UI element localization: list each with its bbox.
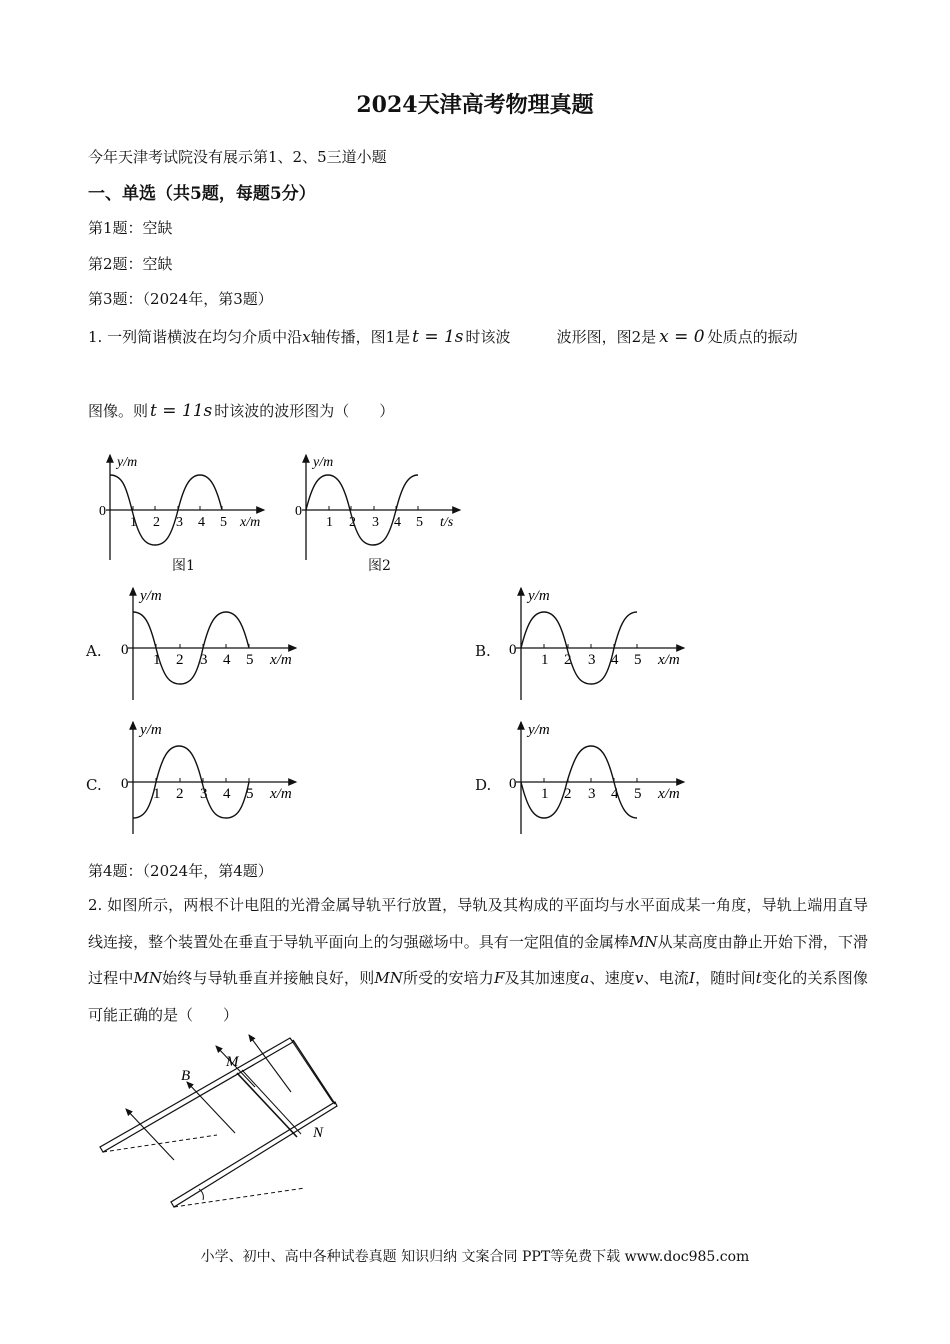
y-axis-label: y/m xyxy=(313,455,334,470)
option-c-graph[interactable] xyxy=(110,716,310,836)
y-axis-label: y/m xyxy=(140,722,162,738)
option-d-graph[interactable] xyxy=(498,716,698,836)
q3-formula-t11: t = 11s xyxy=(150,401,213,421)
origin-label: 0 xyxy=(509,642,517,658)
question-4-stem xyxy=(88,887,868,1033)
x-axis-label: x/m xyxy=(240,515,261,530)
q4-var-mn: MN xyxy=(629,932,658,951)
tick-label: 3 xyxy=(200,786,208,802)
q3-text-7: 时该波的波形图为（ ） xyxy=(214,402,395,420)
option-b-graph[interactable] xyxy=(498,582,698,702)
y-axis-label: y/m xyxy=(117,455,138,470)
q4-text-2: 从某高度由静止开始下滑，下滑过程中 xyxy=(88,932,868,987)
q3-var-x: x xyxy=(302,328,311,346)
tick-label: 3 xyxy=(588,652,596,668)
label-m: M xyxy=(226,1054,239,1070)
section-heading: 一、单选（共5题，每题5分） xyxy=(88,184,316,204)
tick-label: 5 xyxy=(634,652,642,668)
q3-text-3: 时该波 xyxy=(465,328,511,346)
metal-bar-mn xyxy=(237,1073,297,1137)
q4-var-v: v xyxy=(634,969,644,987)
tick-label: 1 xyxy=(541,652,549,668)
option-a-letter[interactable]: A. xyxy=(86,642,102,660)
tick-label: 4 xyxy=(198,515,205,530)
origin-label: 0 xyxy=(295,504,302,519)
tick-label: 3 xyxy=(372,515,379,530)
q4-text-4: 所受的安培力 xyxy=(402,969,494,987)
tick-label: 1 xyxy=(153,652,161,668)
tick-label: 1 xyxy=(541,786,549,802)
origin-label: 0 xyxy=(509,776,517,792)
y-axis-label: y/m xyxy=(528,588,550,604)
q4-text-3: 始终与导轨垂直并接触良好，则 xyxy=(161,969,375,987)
q4-var-mn: MN xyxy=(374,969,403,987)
origin-label: 0 xyxy=(121,776,129,792)
y-axis-label: y/m xyxy=(528,722,550,738)
q3-text-1: 1. 一列简谐横波在均匀介质中沿 xyxy=(88,328,303,346)
rail-lower xyxy=(171,1102,337,1207)
label-b: B xyxy=(181,1068,191,1084)
question-3-stem-line2 xyxy=(88,400,394,421)
q3-formula-t1: t = 1s xyxy=(412,327,464,347)
option-b-letter[interactable]: B. xyxy=(475,642,491,660)
rail-diagram xyxy=(95,1030,355,1215)
page-footer: 小学、初中、高中各种试卷真题 知识归纳 文案合同 PPT等免费下载 www.doc985.com xyxy=(200,1249,750,1265)
q3-text-6: 图像。则 xyxy=(88,402,149,420)
tick-label: 3 xyxy=(588,786,596,802)
tick-label: 4 xyxy=(611,652,619,668)
x-axis-label: x/m xyxy=(658,786,680,802)
q4-var-i: I xyxy=(689,969,695,987)
tick-label: 1 xyxy=(326,515,333,530)
q4-text-6: 、速度 xyxy=(589,969,635,987)
tick-label: 4 xyxy=(394,515,401,530)
question-4-label: 第4题：（2024年，第4题） xyxy=(88,862,273,880)
q4-text-9: 变化的关系图像可能正确的是（ ） xyxy=(88,969,868,1024)
tick-label: 4 xyxy=(223,786,231,802)
page-title: 2024天津高考物理真题 xyxy=(356,92,594,118)
x-axis-label: x/m xyxy=(270,652,292,668)
q4-text-1: 2. 如图所示，两根不计电阻的光滑金属导轨平行放置，导轨及其构成的平面均与水平面成某一角度，导轨上端用直导线连接，整个装置处在垂直于导轨平面向上的匀强磁场中。具有一定阻值的金属棒 xyxy=(88,896,868,951)
tick-label: 2 xyxy=(349,515,356,530)
tick-label: 5 xyxy=(220,515,227,530)
question-3-stem-line1 xyxy=(88,326,798,347)
tick-label: 2 xyxy=(564,786,572,802)
y-axis-label: y/m xyxy=(140,588,162,604)
q3-text-5: 处质点的振动 xyxy=(707,328,798,346)
intro-note: 今年天津考试院没有展示第1、2、5三道小题 xyxy=(88,148,387,166)
option-a-graph[interactable] xyxy=(110,582,310,702)
tick-label: 4 xyxy=(611,786,619,802)
q3-text-4: 波形图，图2是 xyxy=(556,328,657,346)
tick-label: 5 xyxy=(416,515,423,530)
q4-text-8: ，随时间 xyxy=(694,969,756,987)
x-axis-label: x/m xyxy=(270,786,292,802)
question-1-label: 第1题：空缺 xyxy=(88,219,173,237)
q4-var-t: t xyxy=(755,969,762,987)
x-axis-label: x/m xyxy=(658,652,680,668)
tick-label: 2 xyxy=(176,652,184,668)
question-2-label: 第2题：空缺 xyxy=(88,255,173,273)
label-n: N xyxy=(313,1125,324,1141)
q3-text-2: 轴传播，图1是 xyxy=(310,328,411,346)
tick-label: 1 xyxy=(130,515,137,530)
tick-label: 5 xyxy=(246,786,254,802)
tick-label: 2 xyxy=(564,652,572,668)
top-connector xyxy=(293,1040,335,1104)
origin-label: 0 xyxy=(121,642,129,658)
origin-label: 0 xyxy=(99,504,106,519)
figure-1-caption: 图1 xyxy=(172,558,195,574)
tick-label: 5 xyxy=(246,652,254,668)
option-d-letter[interactable]: D. xyxy=(475,776,492,794)
tick-label: 2 xyxy=(176,786,184,802)
t-axis-label: t/s xyxy=(440,515,454,530)
tick-label: 2 xyxy=(153,515,160,530)
q4-text-5: 及其加速度 xyxy=(504,969,581,987)
tick-label: 4 xyxy=(223,652,231,668)
question-3-label: 第3题：（2024年，第3题） xyxy=(88,290,273,308)
q4-text-7: 、电流 xyxy=(643,969,690,987)
q4-var-a: a xyxy=(580,969,590,987)
q4-var-mn: MN xyxy=(133,969,162,987)
option-c-letter[interactable]: C. xyxy=(86,776,102,794)
tick-label: 3 xyxy=(200,652,208,668)
tick-label: 5 xyxy=(634,786,642,802)
tick-label: 1 xyxy=(153,786,161,802)
q4-var-f: F xyxy=(493,969,505,987)
q3-formula-x0: x = 0 xyxy=(659,327,705,347)
figure-2-caption: 图2 xyxy=(368,558,391,574)
tick-label: 3 xyxy=(176,515,183,530)
